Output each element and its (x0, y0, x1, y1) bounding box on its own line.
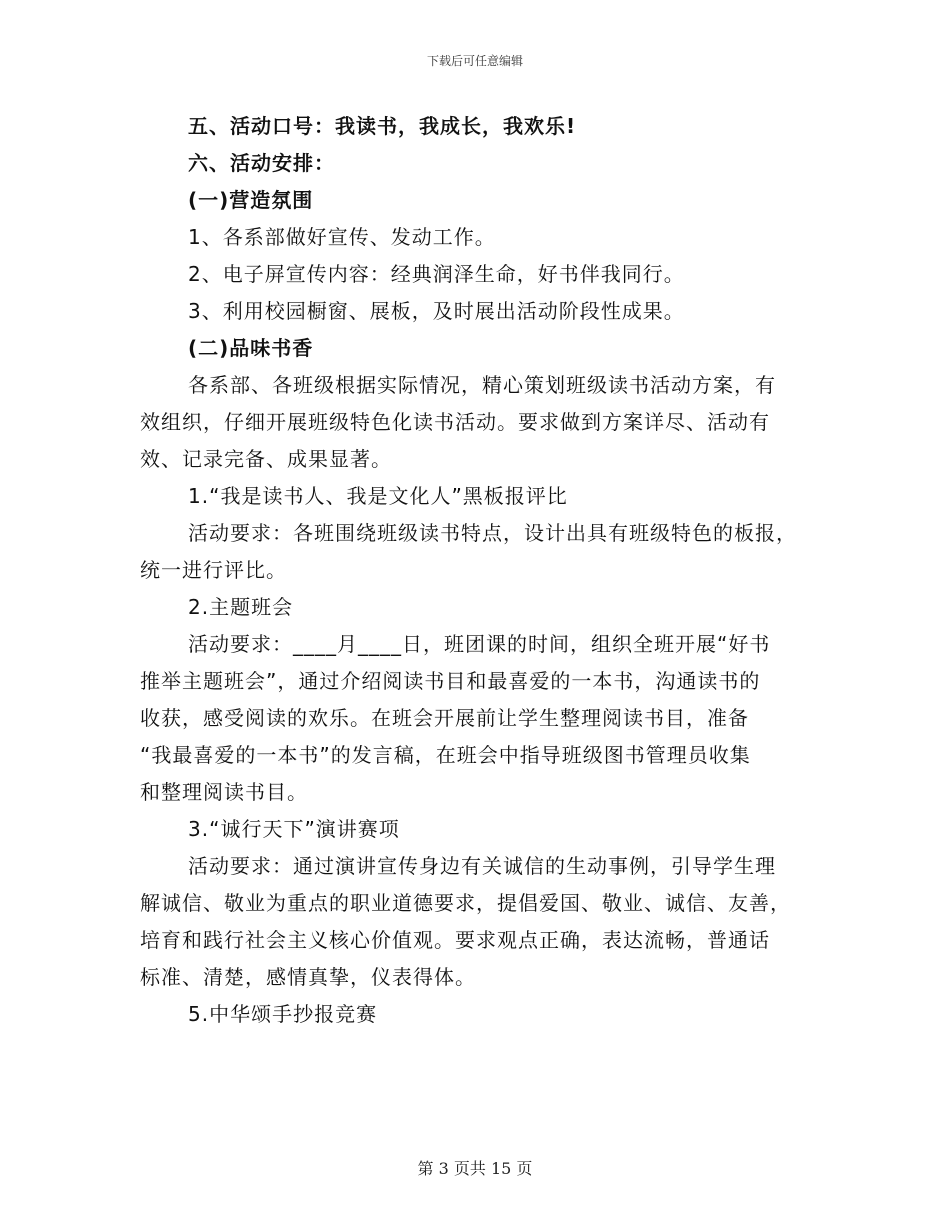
item-1-title: 1.“我是读书人、我是文化人”黑板报评比 (188, 484, 568, 508)
paragraph-line: 推举主题班会”，通过介绍阅读书目和最喜爱的一本书，沟通读书的 (140, 669, 761, 693)
paragraph-line: 各系部、各班级根据实际情况，精心策划班级读书活动方案，有 (188, 373, 776, 397)
paragraph-line: 效组织，仔细开展班级特色化读书活动。要求做到方案详尽、活动有 (140, 410, 770, 434)
paragraph-line: 标准、清楚，感情真挚，仪表得体。 (140, 965, 476, 989)
subsection-1-heading: (一)营造氛围 (188, 188, 314, 212)
paragraph-line: “我最喜爱的一本书”的发言稿，在班会中指导班级图书管理员收集 (140, 743, 751, 767)
paragraph-line: 效、记录完备、成果显著。 (140, 447, 392, 471)
item-3-title: 3.“诚行天下”演讲赛项 (188, 817, 400, 841)
paragraph-line: 活动要求：各班围绕班级读书特点，设计出具有班级特色的板报， (188, 521, 797, 545)
item-5-title: 5.中华颂手抄报竞赛 (188, 1002, 378, 1026)
paragraph-line: 解诚信、敬业为重点的职业道德要求，提倡爱国、敬业、诚信、友善， (140, 891, 791, 915)
paragraph-line: 活动要求：____月____日，班团课的时间，组织全班开展“好书 (188, 632, 771, 656)
page-header: 下载后可任意编辑 (426, 54, 523, 68)
paragraph-line: 统一进行评比。 (140, 558, 287, 582)
paragraph-line: 活动要求：通过演讲宣传身边有关诚信的生动事例，引导学生理 (188, 854, 776, 878)
list-item: 3、利用校园橱窗、展板，及时展出活动阶段性成果。 (188, 299, 685, 323)
paragraph-line: 收获，感受阅读的欢乐。在班会开展前让学生整理阅读书目，准备 (140, 706, 749, 730)
paragraph-line: 和整理阅读书目。 (140, 780, 308, 804)
schedule-heading: 六、活动安排： (188, 151, 335, 175)
list-item: 1、各系部做好宣传、发动工作。 (188, 225, 496, 249)
list-item: 2、电子屏宣传内容：经典润泽生命，好书伴我同行。 (188, 262, 685, 286)
paragraph-line: 培育和践行社会主义核心价值观。要求观点正确，表达流畅，普通话 (140, 928, 770, 952)
page-footer: 第 3 页共 15 页 (417, 1159, 533, 1178)
item-2-title: 2.主题班会 (188, 595, 294, 619)
slogan-heading: 五、活动口号：我读书，我成长，我欢乐! (188, 114, 577, 138)
subsection-2-heading: (二)品味书香 (188, 336, 314, 360)
document-body (140, 108, 810, 1033)
